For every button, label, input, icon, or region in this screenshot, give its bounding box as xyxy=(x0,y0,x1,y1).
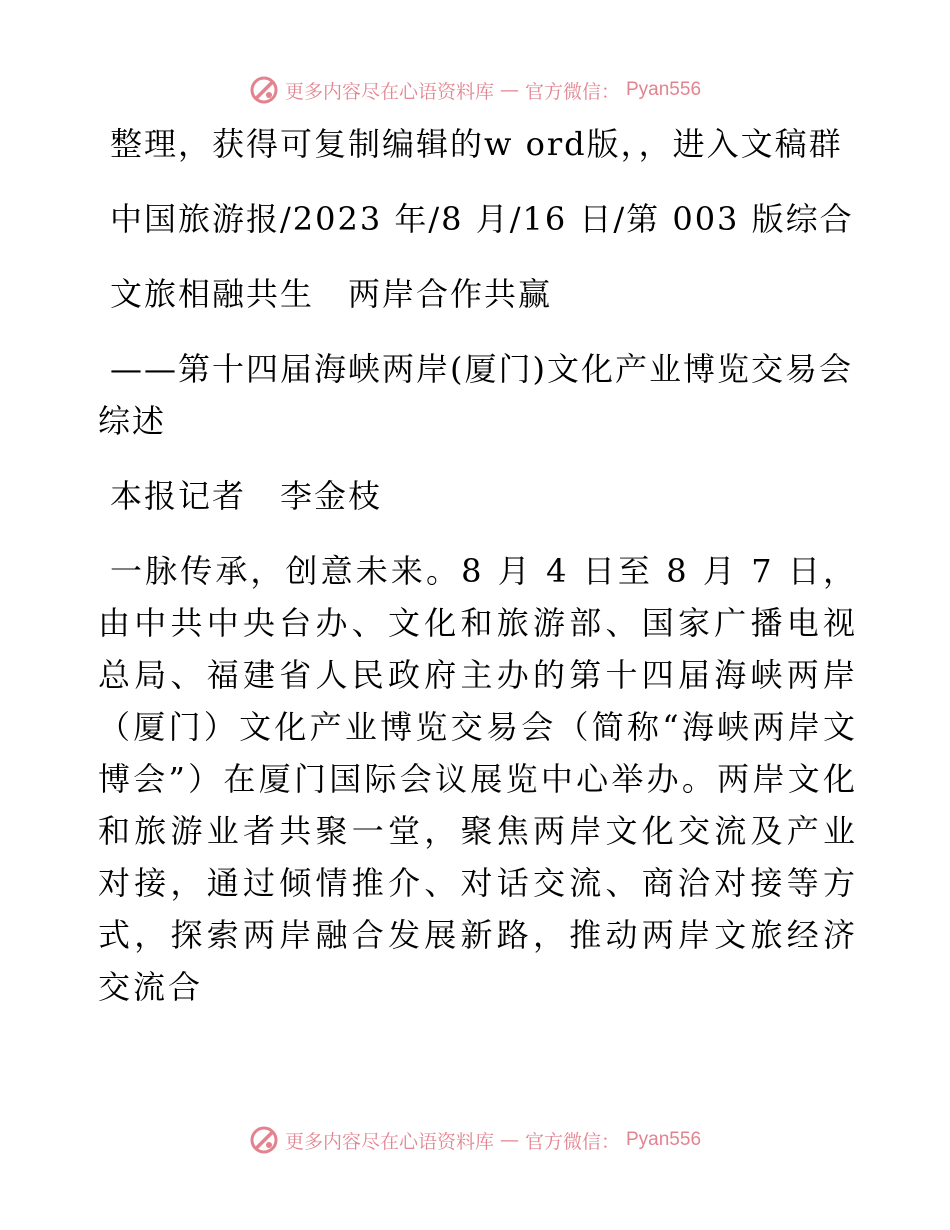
body-paragraph: 一脉传承，创意未来。8 月 4 日至 8 月 7 日，由中共中央台办、文化和旅游部、国家广播电视总局、福建省人民政府主办的第十四届海峡两岸（厦门）文化产业博览交易会（简称“海峡两岸文博会”）在厦门国际会议展览中心举办。两岸文化和旅游业者共聚一堂，聚焦两岸文化交流及产业对接，通过倾情推介、对话交流、商洽对接等方式，探索两岸融合发展新路，推动两岸文旅经济交流合 xyxy=(98,552,858,1006)
brush-seal-icon xyxy=(249,1125,279,1155)
watermark-banner-bottom xyxy=(0,1120,950,1160)
watermark-banner-top xyxy=(0,70,950,110)
byline: 本报记者 李金枝 xyxy=(110,477,383,515)
watermark-content xyxy=(249,1125,701,1155)
document-body xyxy=(98,118,858,1036)
watermark-separator: — xyxy=(499,1129,519,1151)
watermark-text: 更多内容尽在心语资料库 xyxy=(284,80,494,103)
brush-seal-icon xyxy=(249,75,279,105)
intro-paragraph: 整理，获得可复制编辑的w ord版，，进入文稿群 xyxy=(110,125,843,163)
watermark-account-label: 官方微信： xyxy=(524,80,620,103)
article-title: 文旅相融共生 两岸合作共赢 xyxy=(110,275,553,313)
watermark-account-handle: Pyan556 xyxy=(626,79,702,100)
watermark-text: 更多内容尽在心语资料库 xyxy=(284,1130,494,1153)
watermark-account-label: 官方微信： xyxy=(524,1130,620,1153)
watermark-account-handle: Pyan556 xyxy=(626,1129,702,1150)
watermark-content xyxy=(249,75,701,105)
article-subtitle: ——第十四届海峡两岸(厦门)文化产业博览交易会综述 xyxy=(98,350,853,440)
source-line: 中国旅游报/2023 年/8 月/16 日/第 003 版综合 xyxy=(110,200,854,238)
watermark-separator: — xyxy=(499,79,519,101)
